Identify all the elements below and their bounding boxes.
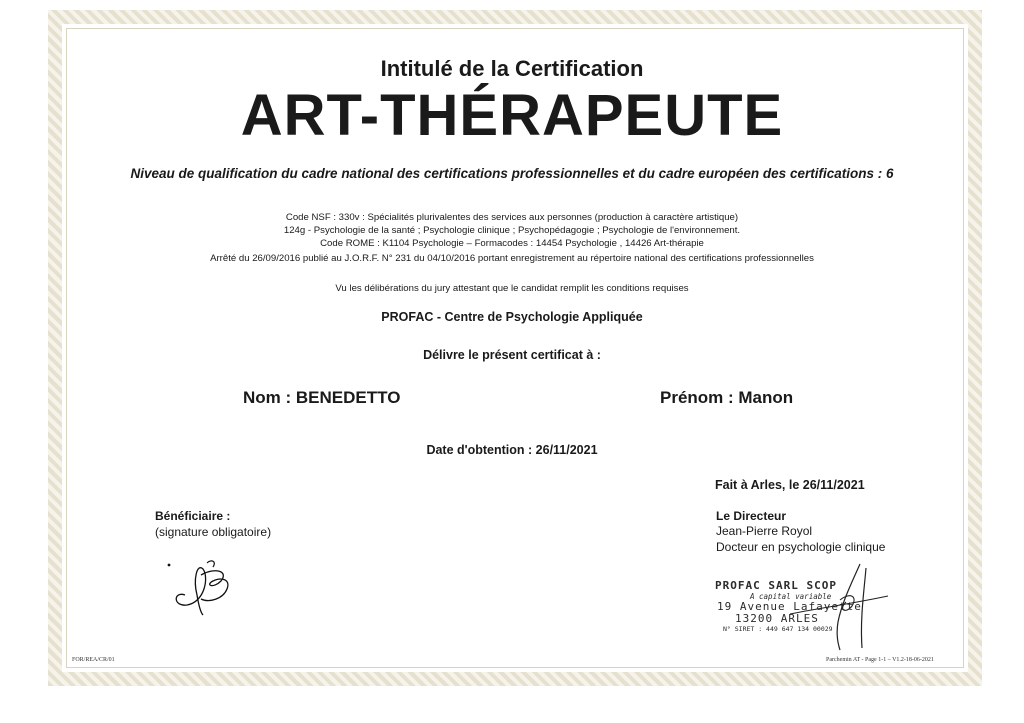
footer-reference: FOR/REA/CR/01 <box>72 657 115 663</box>
footer-version: Parchemin AT - Page 1-1 – V1.2-18-06-2021 <box>826 657 934 663</box>
stamp-company: PROFAC SARL SCOP <box>715 579 837 592</box>
nsf-code-line2: 124g - Psychologie de la santé ; Psychologie clinique ; Psychopédagogie ; Psychologie de l'environnement. <box>283 225 741 236</box>
date-obtention: Date d'obtention : 26/11/2021 <box>426 443 598 457</box>
recipient-last-name: Nom : BENEDETTO <box>243 388 401 407</box>
director-title: Le Directeur <box>716 509 787 523</box>
certificate-title: ART-THÉRAPEUTE <box>240 83 784 148</box>
jury-line: Vu les délibérations du jury attestant que le candidat remplit les conditions requises <box>335 283 689 294</box>
qualification-level: Niveau de qualification du cadre national des certifications professionnelles et du cadre européen des certifications : 6 <box>130 166 894 181</box>
stamp-capital: A capital variable <box>750 592 832 601</box>
beneficiary-label: Bénéficiaire : <box>155 509 231 523</box>
organization-name: PROFAC - Centre de Psychologie Appliquée <box>381 310 643 324</box>
director-signature <box>780 562 890 652</box>
delivers-line: Délivre le présent certificat à : <box>423 348 601 362</box>
rome-code-line: Code ROME : K1104 Psychologie – Formacodes : 14454 Psychologie , 14426 Art-thérapie <box>320 238 704 249</box>
nsf-code-line1: Code NSF : 330v : Spécialités plurivalentes des services aux personnes (production à caractère artistique) <box>285 212 739 223</box>
stamp-city: 13200 ARLES <box>735 612 819 625</box>
stamp-siret: N° SIRET : 449 647 134 00029 <box>723 625 833 633</box>
recipient-first-name: Prénom : Manon <box>660 388 794 407</box>
beneficiary-note: (signature obligatoire) <box>155 525 272 539</box>
director-role: Docteur en psychologie clinique <box>716 540 886 554</box>
director-name: Jean-Pierre Royol <box>716 524 813 538</box>
certification-heading: Intitulé de la Certification <box>380 56 644 81</box>
beneficiary-signature <box>165 555 245 617</box>
stamp-street: 19 Avenue Lafayette <box>717 600 862 613</box>
place-date: Fait à Arles, le 26/11/2021 <box>715 478 865 492</box>
arrete-line: Arrêté du 26/09/2016 publié au J.O.R.F. N° 231 du 04/10/2016 portant enregistrement au répertoire national des certifications professionnelles <box>210 253 814 264</box>
